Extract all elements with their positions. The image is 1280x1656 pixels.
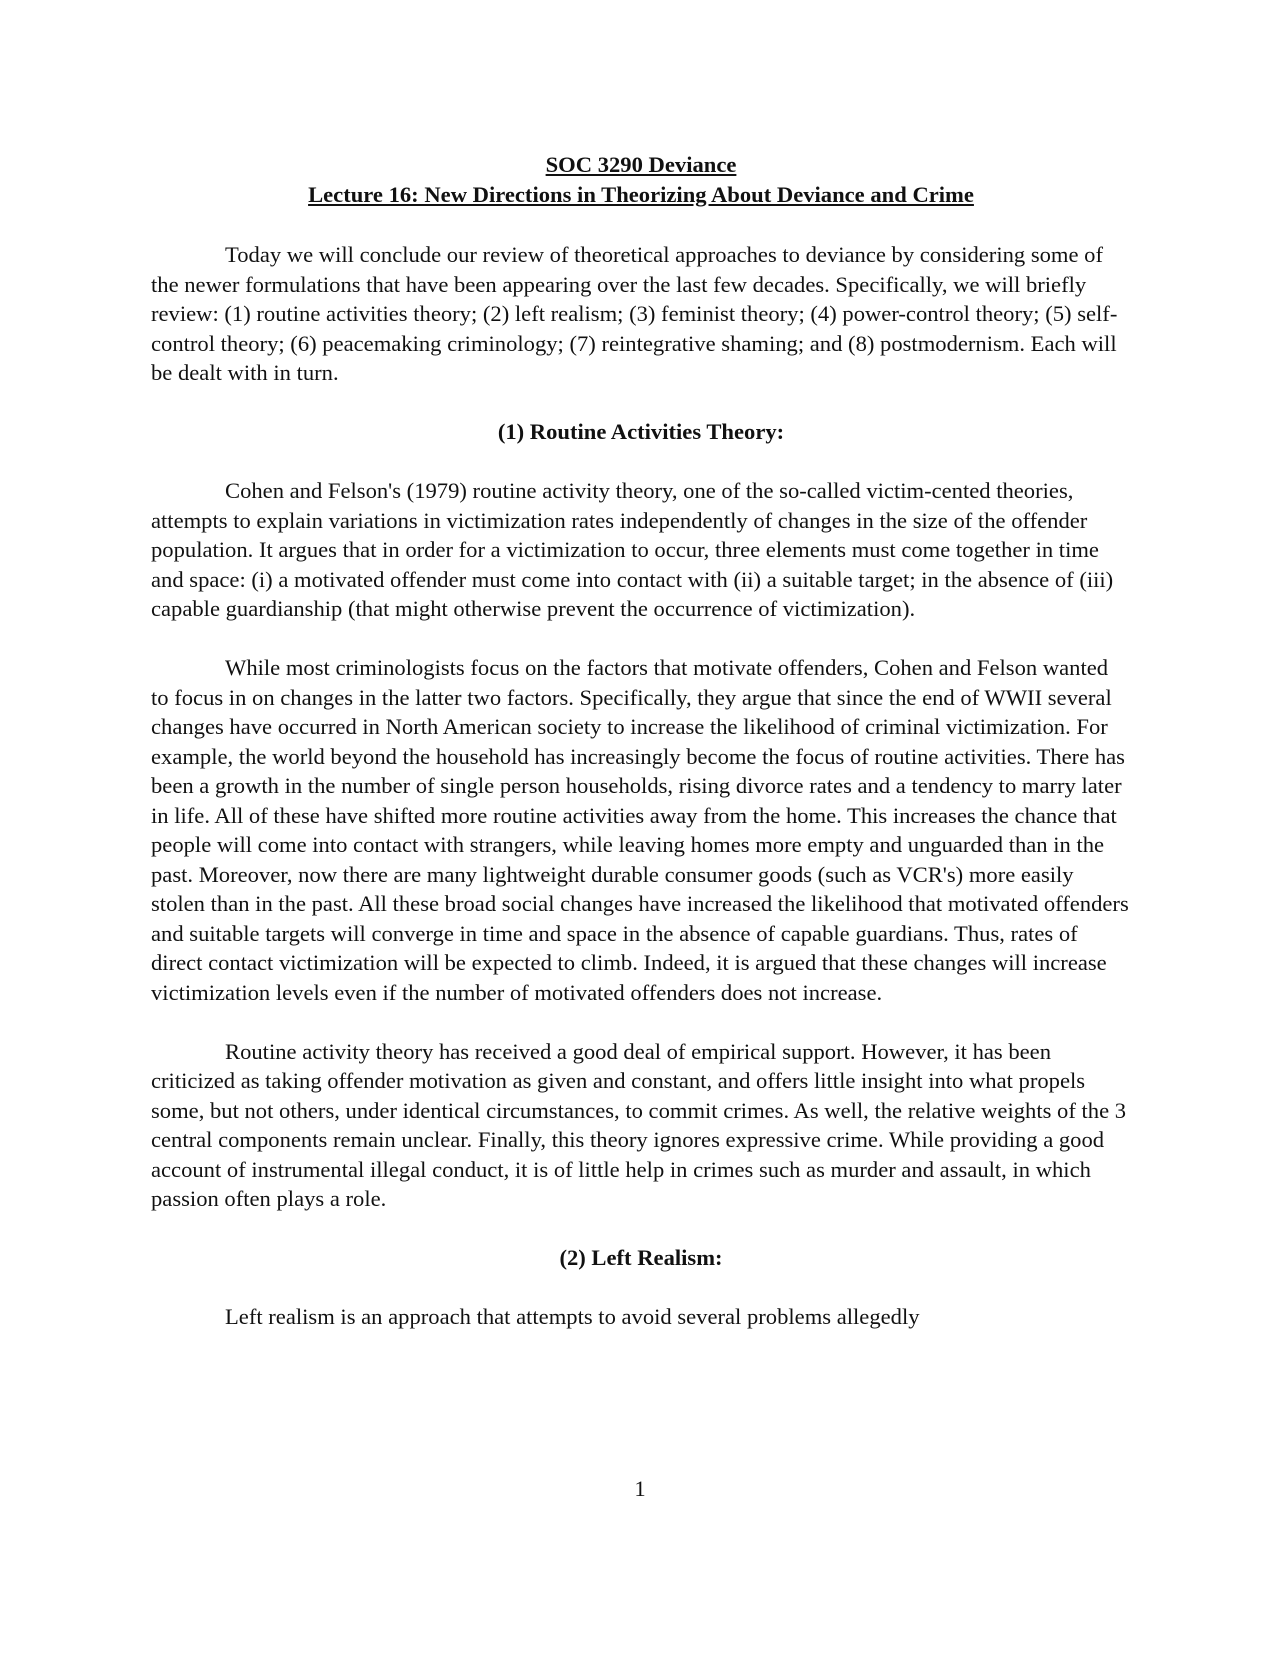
course-title: SOC 3290 Deviance (545, 152, 737, 177)
page-number: 1 (634, 1476, 646, 1501)
lecture-title: Lecture 16: New Directions in Theorizing About Deviance and Crime (308, 182, 974, 207)
document-page (151, 150, 1131, 1361)
paragraph-routine-activities-changes: While most criminologists focus on the factors that motivate offenders, Cohen and Felson wanted to focus in on changes in the latter two factors. Specifically, they argue that since the end of WWII several changes have occurred in North American society to increase the likelihood of criminal victimization. For example, the world beyond the household has increasingly become the focus of routine activities. There has been a growth in the number of single person households, rising divorce rates and a tendency to marry later in life. All of these have shifted more routine activities away from the home. This increases the chance that people will come into contact with strangers, while leaving homes more empty and unguarded than in the past. Moreover, now there are many lightweight durable consumer goods (such as VCR's) more easily stolen than in the past. All these broad social changes have increased the likelihood that motivated offenders and suitable targets will converge in time and space in the absence of capable guardians. Thus, rates of direct contact victimization will be expected to climb. Indeed, it is argued that these changes will increase victimization levels even if the number of motivated offenders does not increase. (151, 655, 1129, 1005)
section-heading-routine-activities: (1) Routine Activities Theory: (497, 419, 785, 444)
paragraph-left-realism-intro: Left realism is an approach that attempts to avoid several problems allegedly (225, 1304, 920, 1329)
paragraph-routine-activities-definition: Cohen and Felson's (1979) routine activity theory, one of the so-called victim-cented theories, attempts to explain variations in victimization rates independently of changes in the size of the offender population. It argues that in order for a victimization to occur, three elements must come together in time and space: (i) a motivated offender must come into contact with (ii) a suitable target; in the absence of (iii) capable guardianship (that might otherwise prevent the occurrence of victimization). (151, 478, 1114, 621)
section-heading-left-realism: (2) Left Realism: (559, 1245, 723, 1270)
paragraph-routine-activities-critique: Routine activity theory has received a good deal of empirical support. However, it has been criticized as taking offender motivation as given and constant, and offers little insight into what propels some, but not others, under identical circumstances, to commit crimes. As well, the relative weights of the 3 central components remain unclear. Finally, this theory ignores expressive crime. While providing a good account of instrumental illegal conduct, it is of little help in crimes such as murder and assault, in which passion often plays a role. (151, 1038, 1127, 1211)
intro-paragraph: Today we will conclude our review of theoretical approaches to deviance by considering some of the newer formulations that have been appearing over the last few decades. Specifically, we will briefly review: (1) routine activities theory; (2) left realism; (3) feminist theory; (4) power-control theory; (5) self-control theory; (6) peacemaking criminology; (7) reintegrative shaming; and (8) postmodernism. Each will be dealt with in turn. (151, 242, 1118, 385)
